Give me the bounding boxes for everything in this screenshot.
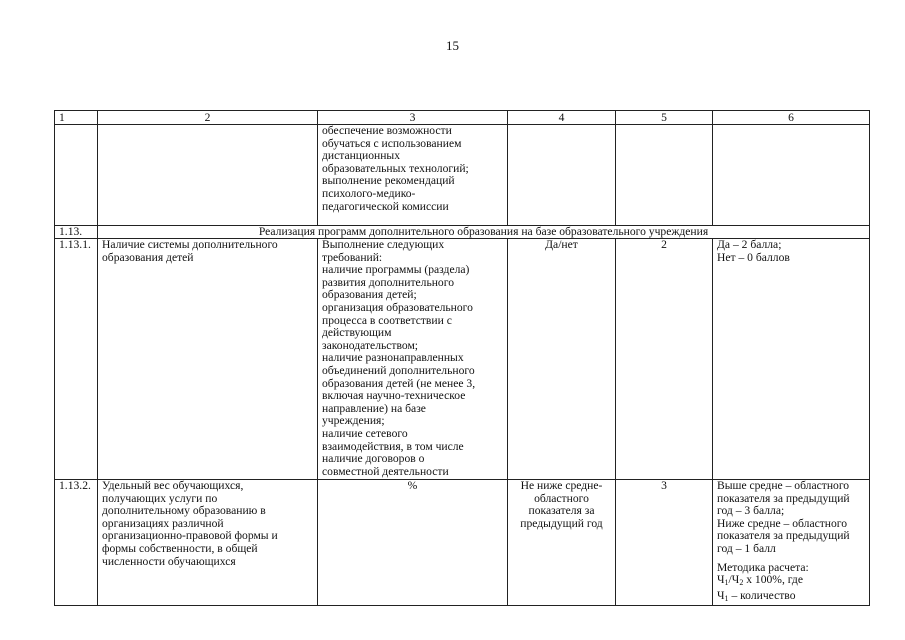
text-line: процесса в соответствии с — [322, 313, 452, 327]
text-line: Наличие системы дополнительного — [102, 238, 278, 251]
max-score: 2 — [616, 239, 713, 480]
section-number: 1.13. — [55, 226, 98, 239]
def-subscript: 1 — [724, 593, 729, 603]
method-formula — [717, 574, 865, 590]
text-line: объединений дополнительного — [322, 363, 475, 377]
text-line: обеспечение возможности — [322, 124, 452, 137]
text-line: областного — [534, 491, 589, 505]
table-row — [55, 239, 870, 480]
text-line: совместной деятельности — [322, 464, 449, 478]
text-line: Выше средне – областного — [717, 479, 850, 492]
criteria-cell — [318, 480, 508, 606]
cont-cell-5 — [616, 125, 713, 226]
cont-cell-2 — [98, 125, 318, 226]
section-title: Реализация программ дополнительного образования на базе образовательного учреждения — [98, 226, 870, 239]
header-row — [55, 111, 870, 125]
text-line: наличие сетевого — [322, 426, 408, 440]
text-line: год – 3 балла; — [717, 504, 785, 518]
continuation-row — [55, 125, 870, 226]
text-line: % — [407, 479, 418, 492]
unit-cell — [508, 480, 616, 606]
cont-cell-4 — [508, 125, 616, 226]
text-line: законодательством; — [322, 338, 419, 352]
header-cell-3: 3 — [318, 111, 508, 125]
max-score: 3 — [616, 480, 713, 606]
row-number: 1.13.1. — [55, 239, 98, 480]
text-line: образования детей (не менее 3, — [322, 376, 476, 390]
indicator-name — [98, 239, 318, 480]
text-line: год – 1 балл — [717, 541, 776, 555]
text-line: образовательных технологий; — [322, 161, 469, 175]
text-line: действующим — [322, 326, 392, 340]
formula-subscript: 1 — [724, 578, 729, 588]
text-line: Не ниже средне- — [520, 479, 603, 492]
text-line: показателя за — [528, 504, 595, 518]
text-line: Да – 2 балла; — [717, 238, 782, 251]
row-number: 1.13.2. — [55, 480, 98, 606]
text-line: наличие договоров о — [322, 452, 425, 466]
method-definition — [717, 590, 865, 606]
text-line: организационно-правовой формы и — [102, 529, 278, 543]
text-line: показателя за предыдущий — [717, 529, 850, 543]
text-line: Удельный вес обучающихся, — [102, 479, 244, 492]
criteria-cell — [318, 239, 508, 480]
def-part: – количество — [728, 588, 796, 602]
text-line: взаимодействия, в том числе — [322, 439, 464, 453]
def-part: Ч — [717, 588, 725, 602]
text-line: дистанционных — [322, 149, 401, 163]
text-line: получающих услуги по — [102, 491, 218, 505]
text-line: Ниже средне – областного — [717, 516, 848, 530]
text-line: педагогической комиссии — [322, 199, 449, 213]
cont-cell-6 — [713, 125, 870, 226]
page-number: 15 — [446, 38, 459, 53]
text-line: учреждения; — [322, 414, 385, 428]
formula-part: х 100%, где — [743, 573, 803, 587]
text-line: наличие разнонаправленных — [322, 351, 464, 365]
cont-criteria-cell — [318, 125, 508, 226]
method-title: Методика расчета: — [717, 560, 809, 574]
text-line: образования детей — [102, 250, 194, 264]
scoring-cell — [713, 480, 870, 606]
text-line: Да/нет — [545, 238, 578, 251]
text-line: развития дополнительного — [322, 275, 454, 289]
text-line: обучаться с использованием — [322, 136, 462, 150]
header-cell-5: 5 — [616, 111, 713, 125]
text-line: психолого-медико- — [322, 186, 416, 200]
text-line: образования детей; — [322, 288, 417, 302]
text-line: численности обучающихся — [102, 554, 236, 568]
header-cell-4: 4 — [508, 111, 616, 125]
header-cell-1: 1 — [55, 111, 98, 125]
indicator-name — [98, 480, 318, 606]
text-line: показателя за предыдущий — [717, 491, 850, 505]
unit-cell — [508, 239, 616, 480]
text-line: формы собственности, в общей — [102, 541, 258, 555]
text-line: дополнительному образованию в — [102, 504, 266, 518]
formula-part: Ч — [717, 573, 725, 587]
table-row — [55, 480, 870, 606]
text-line: предыдущий год — [520, 516, 603, 530]
text-line: наличие программы (раздела) — [322, 263, 470, 277]
scoring-cell — [713, 239, 870, 480]
criteria-table — [54, 110, 870, 606]
section-row — [55, 226, 870, 239]
text-line: организация образовательного — [322, 300, 473, 314]
text-line: Нет – 0 баллов — [717, 250, 790, 264]
text-line: направление) на базе — [322, 401, 426, 415]
text-line: Выполнение следующих — [322, 238, 445, 251]
text-line: включая научно-техническое — [322, 389, 466, 403]
header-cell-2: 2 — [98, 111, 318, 125]
header-cell-6: 6 — [713, 111, 870, 125]
cont-cell-1 — [55, 125, 98, 226]
formula-part: /Ч — [728, 573, 740, 587]
formula-subscript: 2 — [739, 578, 744, 588]
text-line: организациях различной — [102, 516, 224, 530]
text-line: требований: — [322, 250, 383, 264]
text-line: выполнение рекомендаций — [322, 174, 455, 188]
